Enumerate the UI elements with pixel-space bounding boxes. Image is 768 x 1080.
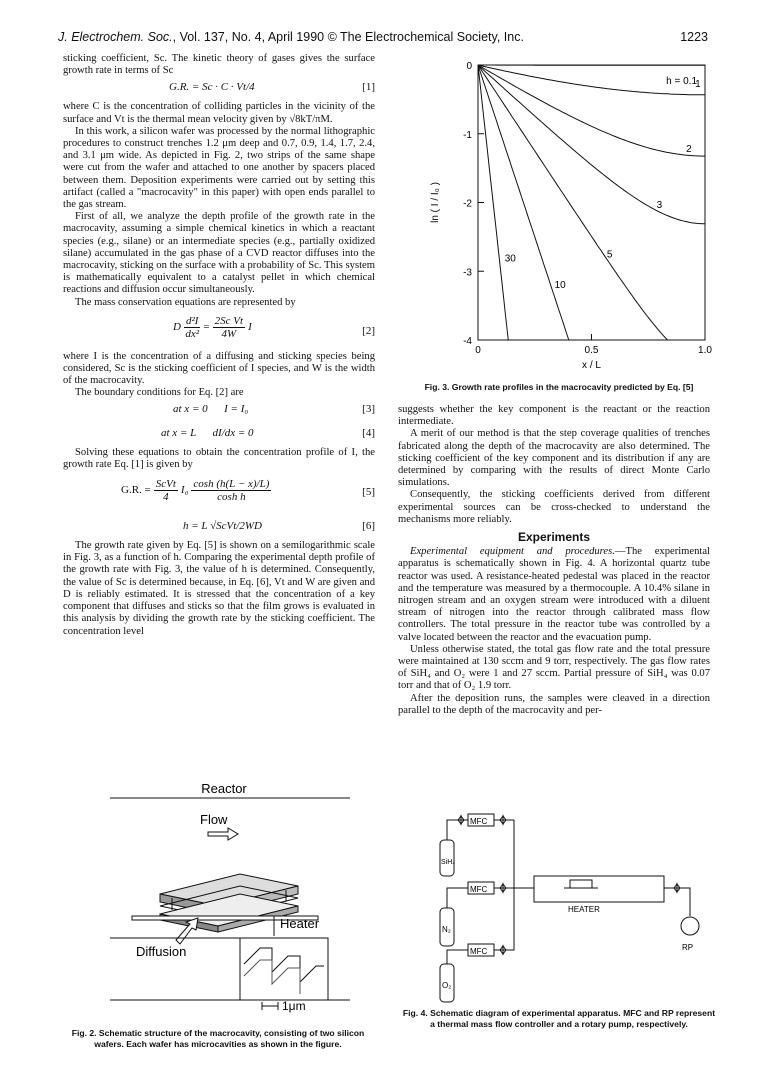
paragraph: Solving these equations to obtain the concentration profile of I, the growth rate Eq. [1] is given by — [63, 446, 375, 470]
journal-name: J. Electrochem. Soc. — [58, 30, 173, 44]
x-tick-label: 1.0 — [698, 345, 712, 356]
x-tick-label: 0 — [475, 345, 481, 356]
rp-label: RP — [682, 943, 694, 952]
mfc-label: MFC — [470, 947, 488, 956]
paragraph: suggests whether the key component is the reactant or the reaction intermediate. — [398, 404, 710, 428]
microcavity-inset — [240, 938, 328, 1000]
series-line — [478, 65, 705, 374]
figure-3-chart — [420, 55, 720, 377]
x-axis-label: x / L — [582, 360, 601, 371]
figure-3-caption: Fig. 3. Growth rate profiles in the macrocavity predicted by Eq. [5] — [424, 382, 694, 392]
n2-label: N₂ — [442, 925, 451, 934]
series-label: 10 — [554, 279, 566, 291]
paragraph: where C is the concentration of colliding particles in the vicinity of the surface and Vt is the thermal mean velocity given by √8kT/πM. — [63, 101, 375, 125]
paragraph: sticking coefficient, Sc. The kinetic theory of gases gives the surface growth rate in terms of Sc — [63, 53, 375, 77]
equation-2: D $\frac{\text{d²I}}{\text{dx²}}$ = $\frac{\text{2Sc Vt}}{4W}$ I [2] — [173, 314, 375, 340]
sih4-cylinder — [440, 840, 454, 876]
equation-1: G.R. = Sc · C · Vt/4 [1] — [169, 81, 375, 94]
reactor-label: Reactor — [201, 781, 247, 796]
series-label: 3 — [656, 200, 663, 212]
y-tick-label: 0 — [466, 61, 472, 72]
paragraph: Consequently, the sticking coefficients derived from different experimental sources can be cross-checked to understand the mechanisms more reliably. — [398, 489, 710, 525]
heater-label: Heater — [280, 916, 320, 931]
issue-info: , Vol. 137, No. 4, April 1990 © The Electrochemical Society, Inc. — [172, 30, 524, 44]
x-tick-label: 0.5 — [584, 345, 599, 356]
equation-3: at x = 0 I = I₀ [3] — [173, 402, 375, 415]
series-line — [478, 65, 705, 361]
rotary-pump — [681, 917, 699, 935]
right-column — [398, 404, 710, 717]
paragraph: First of all, we analyze the depth profile of the growth rate in the macrocavity, assuming a simple chemical kinetics in which a reactant species (e.g., silane) or an intermediate species (e.g., partially oxidized silane) accumulated in the gas phase of a CVD reactor diffuses into the macrocavity, sticking on the surface with a probability of Sc. This system is mathematically equivalent to a catalyst pellet in which chemical reactions and diffusion occur simultaneously. — [63, 211, 375, 296]
running-header — [58, 30, 708, 44]
flow-arrow — [208, 828, 238, 840]
series-line — [478, 65, 705, 374]
mfc-label: MFC — [470, 885, 488, 894]
paragraph: Unless otherwise stated, the total gas flow rate and the total pressure were maintained at 130 sccm and 9 torr, respectively. The gas flow rates of SiH₄ and O₂ were 1 and 27 sccm. Partial pressure of SiH₄ was 0.07 torr and that of O₂ 1.9 torr. — [398, 643, 710, 692]
section-heading: Experiments — [517, 530, 591, 545]
paragraph: where I is the concentration of a diffusing and sticking species being considered, Sc is the sticking coefficient of I species, and W is the width of the macrocavity. — [63, 350, 375, 387]
plot-frame — [478, 65, 705, 340]
figure-2-diagram — [92, 776, 372, 1026]
paragraph: In this work, a silicon wafer was processed by the normal lithographic procedures to construct trenches 1.2 μm deep and 0.7, 0.9, 1.4, 1.7, 2.4, and 3.1 μm wide. As depicted in Fig. 2, two strips of the same shape were cut from the wafer and attached to one another by spacers placed between them. Deposition experiments were carried out by setting this artifact (called a "macrocavity" in this paper) with open ends parallel to the gas stream. — [63, 125, 375, 211]
heater-pedestal — [570, 880, 592, 888]
y-tick-label: -3 — [463, 267, 472, 279]
equation-6: h = L √ScVt/2WD [6] — [183, 520, 375, 533]
flow-label: Flow — [200, 812, 228, 827]
figure-4-caption: Fig. 4. Schematic diagram of experimental apparatus. MFC and RP represent a thermal mass flow controller and a rotary pump, respectively. — [402, 1008, 716, 1029]
y-axis-label: ln ( I / I₀ ) — [430, 182, 441, 223]
paragraph: A merit of our method is that the step coverage qualities of trenches fabricated along the depth of the macrocavity are also determined. The sticking coefficient of the key component and its distribution if any are determined by comparing with the results of direct Monte Carlo simulations. — [398, 428, 710, 489]
equation-4: at x = L dI/dx = 0 [4] — [161, 426, 375, 439]
series-line — [478, 65, 705, 224]
series-label: h = 0.1 — [666, 75, 697, 87]
mfc-label: MFC — [470, 817, 488, 826]
sih4-label: SiH₄ — [441, 859, 456, 866]
paragraph: The growth rate given by Eq. [5] is shown on a semilogarithmic scale in Fig. 3, as a function of h. Comparing the experimental depth profile of the growth rate with Fig. 3, the value of h is determined. Consequently, the value of Sc is determined because, in Eq. [6], Vt and W are given and D is reliably estimated. It is stressed that the concentration of a key component that diffuses and sticks so that the film grows is evaluated in this analysis by dividing the growth rate by the sticking coefficient. The concentration level — [63, 540, 375, 637]
heater-label: HEATER — [568, 905, 600, 914]
scale-label: 1μm — [282, 999, 306, 1013]
series-label: 2 — [686, 143, 692, 155]
page-number: 1223 — [680, 30, 708, 44]
series-label: 1 — [695, 78, 701, 90]
equation-5: G.R. = $\frac{\text{ScVt}}{4}$ I₀ $\frac{\cosh (h(L - x)/L)}{\text{cosh h}}$ [5] — [121, 478, 375, 504]
series-label: 30 — [504, 253, 516, 265]
series-label: 5 — [606, 249, 613, 261]
reactor-tube — [534, 876, 664, 902]
paragraph: After the deposition runs, the samples were cleaved in a direction parallel to the depth of the macrocavity and per- — [398, 692, 710, 716]
paragraph: The boundary conditions for Eq. [2] are — [75, 387, 244, 399]
paragraph: The mass conservation equations are represented by — [75, 296, 296, 308]
figure-4-diagram — [430, 808, 710, 1004]
y-tick-label: -2 — [463, 198, 472, 210]
figure-2-caption: Fig. 2. Schematic structure of the macrocavity, consisting of two silicon wafers. Each wafer has microcavities as shown in the figure. — [71, 1028, 365, 1049]
y-tick-label: -4 — [463, 336, 472, 347]
diffusion-label: Diffusion — [136, 944, 187, 959]
y-tick-label: -1 — [463, 129, 472, 141]
o2-label: O₂ — [442, 981, 452, 990]
paragraph: Experimental equipment and procedures.—The experimental apparatus is schematically shown in Fig. 4. A horizontal quartz tube reactor was used. A resistance-heated pedestal was placed in the reactor and the temperature was measured by a thermocouple. A 10.4% silane in nitrogen stream and an oxygen stream were introduced with a diluent stream of nitrogen into the reactor through calibrated mass flow controllers. The total pressure in the reactor tube was controlled by a valve located between the reactor and the evacuation pump. — [398, 546, 710, 643]
left-column — [63, 53, 375, 638]
